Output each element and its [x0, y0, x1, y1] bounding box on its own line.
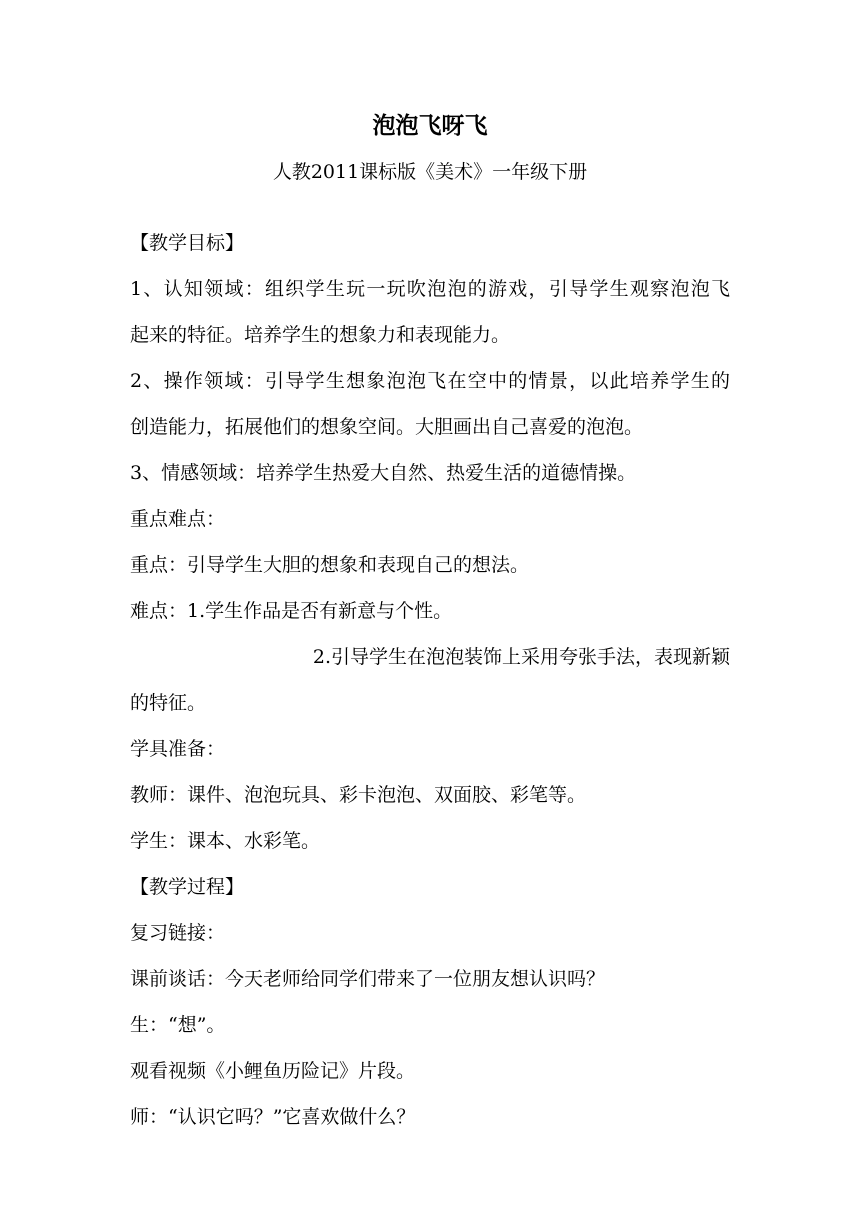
document-body — [130, 220, 730, 1140]
objective-2-line-2: 创造能力，拓展他们的想象空间。大胆画出自己喜爱的泡泡。 — [130, 416, 644, 438]
teacher-materials: 教师：课件、泡泡玩具、彩卡泡泡、双面胶、彩笔等。 — [130, 784, 587, 806]
section-heading-objectives: 【教学目标】 — [130, 232, 245, 254]
pre-class-talk: 课前谈话：今天老师给同学们带来了一位朋友想认识吗？ — [130, 968, 606, 990]
key-point: 重点：引导学生大胆的想象和表现自己的想法。 — [130, 554, 530, 576]
document-title: 泡泡飞呀飞 — [372, 112, 488, 139]
objective-3: 3、情感领域：培养学生热爱大自然、热爱生活的道德情操。 — [130, 462, 637, 484]
difficulty-2-line-2: 的特征。 — [130, 692, 207, 714]
student-reply: 生：“想”。 — [130, 1014, 226, 1036]
student-materials: 学生：课本、水彩笔。 — [130, 830, 321, 852]
materials-heading: 学具准备： — [130, 738, 226, 760]
review-heading: 复习链接： — [130, 922, 226, 944]
watch-video: 观看视频《小鲤鱼历险记》片段。 — [130, 1060, 416, 1082]
section-heading-process: 【教学过程】 — [130, 876, 245, 898]
objective-2-line-1: 2、操作领域：引导学生想象泡泡飞在空中的情景，以此培养学生的 — [130, 370, 730, 392]
difficulty-1: 难点：1.学生作品是否有新意与个性。 — [130, 600, 453, 622]
teacher-question: 师：“认识它吗？”它喜欢做什么？ — [130, 1106, 416, 1128]
objective-1-line-1: 1、认知领域：组织学生玩一玩吹泡泡的游戏，引导学生观察泡泡飞 — [130, 278, 730, 300]
objective-1-line-2: 起来的特征。培养学生的想象力和表现能力。 — [130, 324, 511, 346]
key-points-heading: 重点难点： — [130, 508, 226, 530]
document-subtitle: 人教2011课标版《美术》一年级下册 — [272, 161, 588, 183]
difficulty-2-line-1: 2.引导学生在泡泡装饰上采用夸张手法，表现新颖 — [312, 646, 730, 668]
